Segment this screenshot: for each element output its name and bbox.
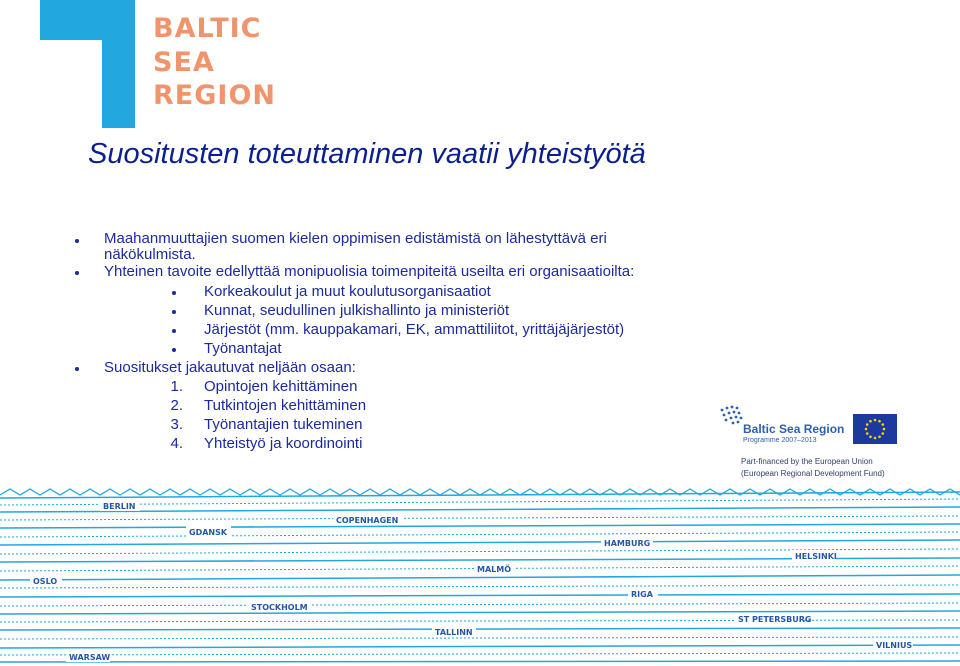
city-label: OSLO (33, 577, 58, 586)
numbered-item-4: Yhteistyö ja koordinointi (204, 435, 363, 452)
bullet-text-1b: näkökulmista. (104, 246, 196, 263)
brand-line-3: REGION (153, 80, 276, 111)
city-label: STOCKHOLM (251, 603, 308, 612)
list-number-1: 1. (170, 378, 183, 395)
brand-line-1: BALTIC (153, 13, 262, 44)
sub-bullet-text-2: Kunnat, seudullinen julkishallinto ja ministeriöt (204, 302, 510, 319)
bullet-text-2: Yhteinen tavoite edellyttää monipuolisia toimenpiteitä useilta eri organisaatioilta: (104, 263, 635, 280)
bullet-text-3: Suositukset jakautuvat neljään osaan: (104, 359, 356, 376)
city-label: ST PETERSBURG (738, 615, 812, 624)
city-label: BERLIN (103, 502, 136, 511)
city-label: GDANSK (189, 528, 228, 537)
bsr-programme-text: Programme 2007–2013 (743, 437, 817, 444)
erdf-text: (European Regional Development Fund) (741, 469, 885, 478)
sub-bullet-text-3: Järjestöt (mm. kauppakamari, EK, ammattiliitot, yrittäjäjärjestöt) (204, 321, 625, 338)
city-label: VILNIUS (876, 641, 913, 650)
city-label: MALMÖ (477, 565, 512, 574)
part-financed-text: Part-financed by the European Union (741, 457, 873, 466)
city-label: RIGA (631, 590, 653, 599)
sub-bullet-text-4: Työnantajat (204, 340, 282, 357)
city-label: HELSINKI (795, 552, 837, 561)
city-label: HAMBURG (604, 539, 651, 548)
city-label: TALLINN (435, 628, 473, 637)
numbered-item-1: Opintojen kehittäminen (204, 378, 358, 395)
sub-bullet-text-1: Korkeakoulut ja muut koulutusorganisaatiot (204, 283, 491, 300)
numbered-item-2: Tutkintojen kehittäminen (204, 397, 367, 414)
slide-title: Suositusten toteuttaminen vaatii yhteistyötä (88, 138, 646, 170)
brand-line-2: SEA (153, 47, 215, 78)
list-number-4: 4. (170, 435, 183, 452)
bsr-logo-text: Baltic Sea Region (743, 422, 845, 436)
list-number-2: 2. (170, 397, 183, 414)
city-label: COPENHAGEN (336, 516, 399, 525)
list-number-3: 3. (170, 416, 183, 433)
bullet-text-1a: Maahanmuuttajien suomen kielen oppimisen edistämistä on lähestyttävä eri (104, 230, 607, 247)
city-label: WARSAW (69, 653, 111, 662)
numbered-item-3: Työnantajien tukeminen (204, 416, 363, 433)
